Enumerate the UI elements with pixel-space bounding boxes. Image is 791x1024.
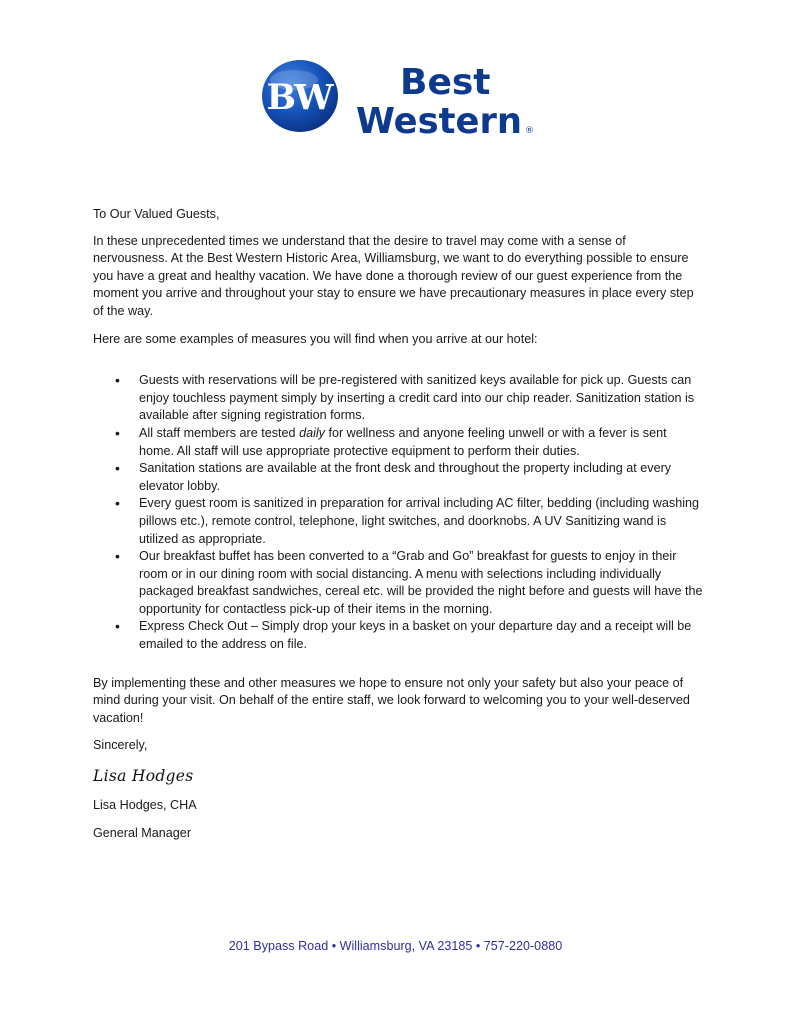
measure-staff-text-before: All staff members are tested — [139, 425, 300, 440]
signer-title: General Manager — [93, 825, 192, 840]
best-western-logo-mark — [262, 58, 542, 142]
footer-address: 201 Bypass Road • Williamsburg, VA 23185 • 757-220-0880 — [228, 939, 563, 953]
measure-item-registration: • Guests with reservations will be pre-registered with sanitized keys available for pick up. Guests can enjoy touchless payment simply by inserting a credit card into our chip reader. Sanitization station is available after signing registration forms. — [139, 372, 703, 425]
intro-paragraph: In these unprecedented times we understand that the desire to travel may come with a sense of nervousness. At the Best Western Historic Area, Williamsburg, we want to do everything possible to ensure you have a great and healthy vacation. We have done a thorough review of our guest experience from the moment you arrive and throughout your stay to ensure we have precautionary measures in place every step of the way. — [93, 233, 694, 318]
measure-item-express-checkout: • Express Check Out – Simply drop your keys in a basket on your departure day and a receipt will be emailed to the address on file. — [139, 618, 703, 653]
salutation: To Our Valued Guests, — [93, 207, 220, 221]
logo-registered-mark: ® — [525, 126, 534, 136]
signoff: Sincerely, — [93, 738, 148, 753]
best-western-logo — [262, 58, 542, 142]
handwritten-signature: Lisa Hodges — [93, 767, 194, 786]
measures-lead-in: Here are some examples of measures you will find when you arrive at our hotel: — [93, 331, 538, 346]
measures-list — [93, 372, 703, 654]
letter-body — [93, 206, 703, 852]
measure-staff-emphasis: daily — [299, 425, 325, 440]
measure-item-sanitation-stations: • Sanitation stations are available at the front desk and throughout the property including at every elevator lobby. — [139, 460, 703, 495]
measure-item-breakfast: • Our breakfast buffet has been converted to a “Grab and Go” breakfast for guests to enjoy in their room or in our dining room with social distancing. A menu with selections including individually packaged breakfast sandwiches, cereal etc. will be provided the night before and guests will have the opportunity for contactless pick-up of their items in the morning. — [139, 548, 703, 618]
measure-staff-text-after: for wellness and anyone feeling unwell or with a fever is sent home. All staff will use appropriate protective equipment to perform their duties. — [139, 425, 667, 458]
signer-name: Lisa Hodges, CHA — [93, 798, 197, 813]
measure-item-staff-testing — [139, 425, 703, 460]
closing-paragraph: By implementing these and other measures we hope to ensure not only your safety but also your peace of mind during your visit. On behalf of the entire staff, we look forward to welcoming you to your well-deserved vacation! — [93, 675, 690, 725]
measure-item-room-sanitizing: • Every guest room is sanitized in preparation for arrival including AC filter, bedding (including washing pillows etc.), remote control, telephone, light switches, and doorknobs. A UV Sanitizing wand is utilized as appropriate. — [139, 495, 703, 548]
logo-word-best: Best — [400, 62, 491, 103]
logo-word-western: Western — [356, 101, 522, 142]
logo-monogram: BW — [266, 77, 332, 118]
